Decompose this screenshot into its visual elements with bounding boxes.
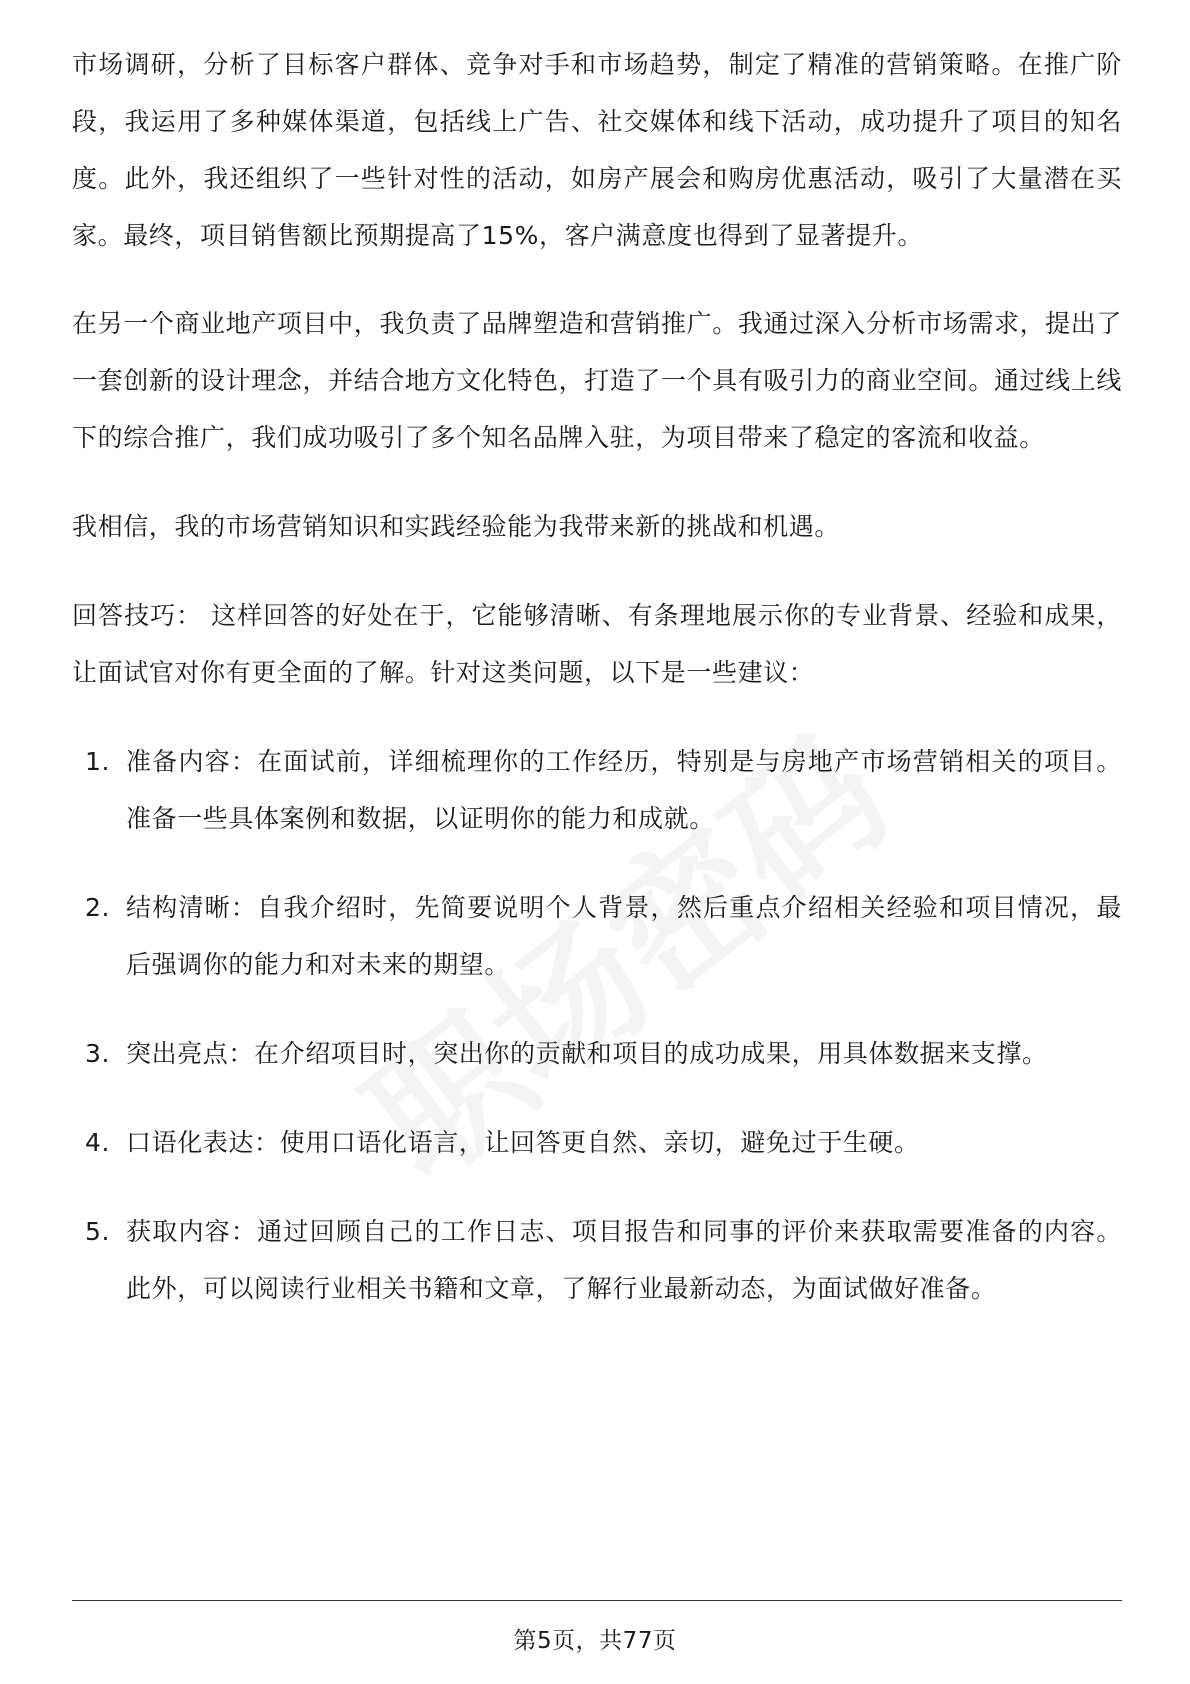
list-item-text: 获取内容：通过回顾自己的工作日志、项目报告和同事的评价来获取需要准备的内容。此外，可以阅读行业相关书籍和文章，了解行业最新动态，为面试做好准备。 (126, 1217, 1122, 1303)
paragraph-belief: 我相信，我的市场营销知识和实践经验能为我带来新的挑战和机遇。 (72, 512, 841, 541)
list-number: 5. (85, 1217, 111, 1246)
document-body (72, 36, 1122, 1349)
list-number: 4. (85, 1128, 111, 1157)
list-item-text: 结构清晰：自我介绍时，先简要说明个人背景，然后重点介绍相关经验和项目情况，最后强调你的能力和对未来的期望。 (126, 893, 1122, 979)
list-item (72, 879, 1122, 993)
paragraph-answer-tips: 回答技巧： 这样回答的好处在于，它能够清晰、有条理地展示你的专业背景、经验和成果，让面试官对你有更全面的了解。针对这类问题，以下是一些建议： (72, 601, 1122, 687)
list-item (72, 1114, 1122, 1171)
paragraph-marketing-research: 市场调研，分析了目标客户群体、竞争对手和市场趋势，制定了精准的营销策略。在推广阶段，我运用了多种媒体渠道，包括线上广告、社交媒体和线下活动，成功提升了项目的知名度。此外，我还组织了一些针对性的活动，如房产展会和购房优惠活动，吸引了大量潜在买家。最终，项目销售额比预期提高了15%，客户满意度也得到了显著提升。 (72, 50, 1122, 250)
list-item (72, 1203, 1122, 1317)
list-item-text: 准备内容：在面试前，详细梳理你的工作经历，特别是与房地产市场营销相关的项目。准备一些具体案例和数据，以证明你的能力和成就。 (126, 747, 1122, 833)
list-item-text: 口语化表达：使用口语化语言，让回答更自然、亲切，避免过于生硬。 (126, 1128, 920, 1157)
list-item (72, 1025, 1122, 1082)
list-item-text: 突出亮点：在介绍项目时，突出你的贡献和项目的成功成果，用具体数据来支撑。 (126, 1039, 1048, 1068)
list-item (72, 733, 1122, 847)
list-number: 2. (85, 893, 111, 922)
tips-list (72, 733, 1122, 1317)
paragraph-commercial-project: 在另一个商业地产项目中，我负责了品牌塑造和营销推广。我通过深入分析市场需求，提出了一套创新的设计理念，并结合地方文化特色，打造了一个具有吸引力的商业空间。通过线上线下的综合推广，我们成功吸引了多个知名品牌入驻，为项目带来了稳定的客流和收益。 (72, 309, 1122, 452)
page-number: 第5页，共77页 (513, 1628, 677, 1654)
list-number: 1. (85, 747, 111, 776)
footer-divider (72, 1600, 1122, 1601)
list-number: 3. (85, 1039, 111, 1068)
